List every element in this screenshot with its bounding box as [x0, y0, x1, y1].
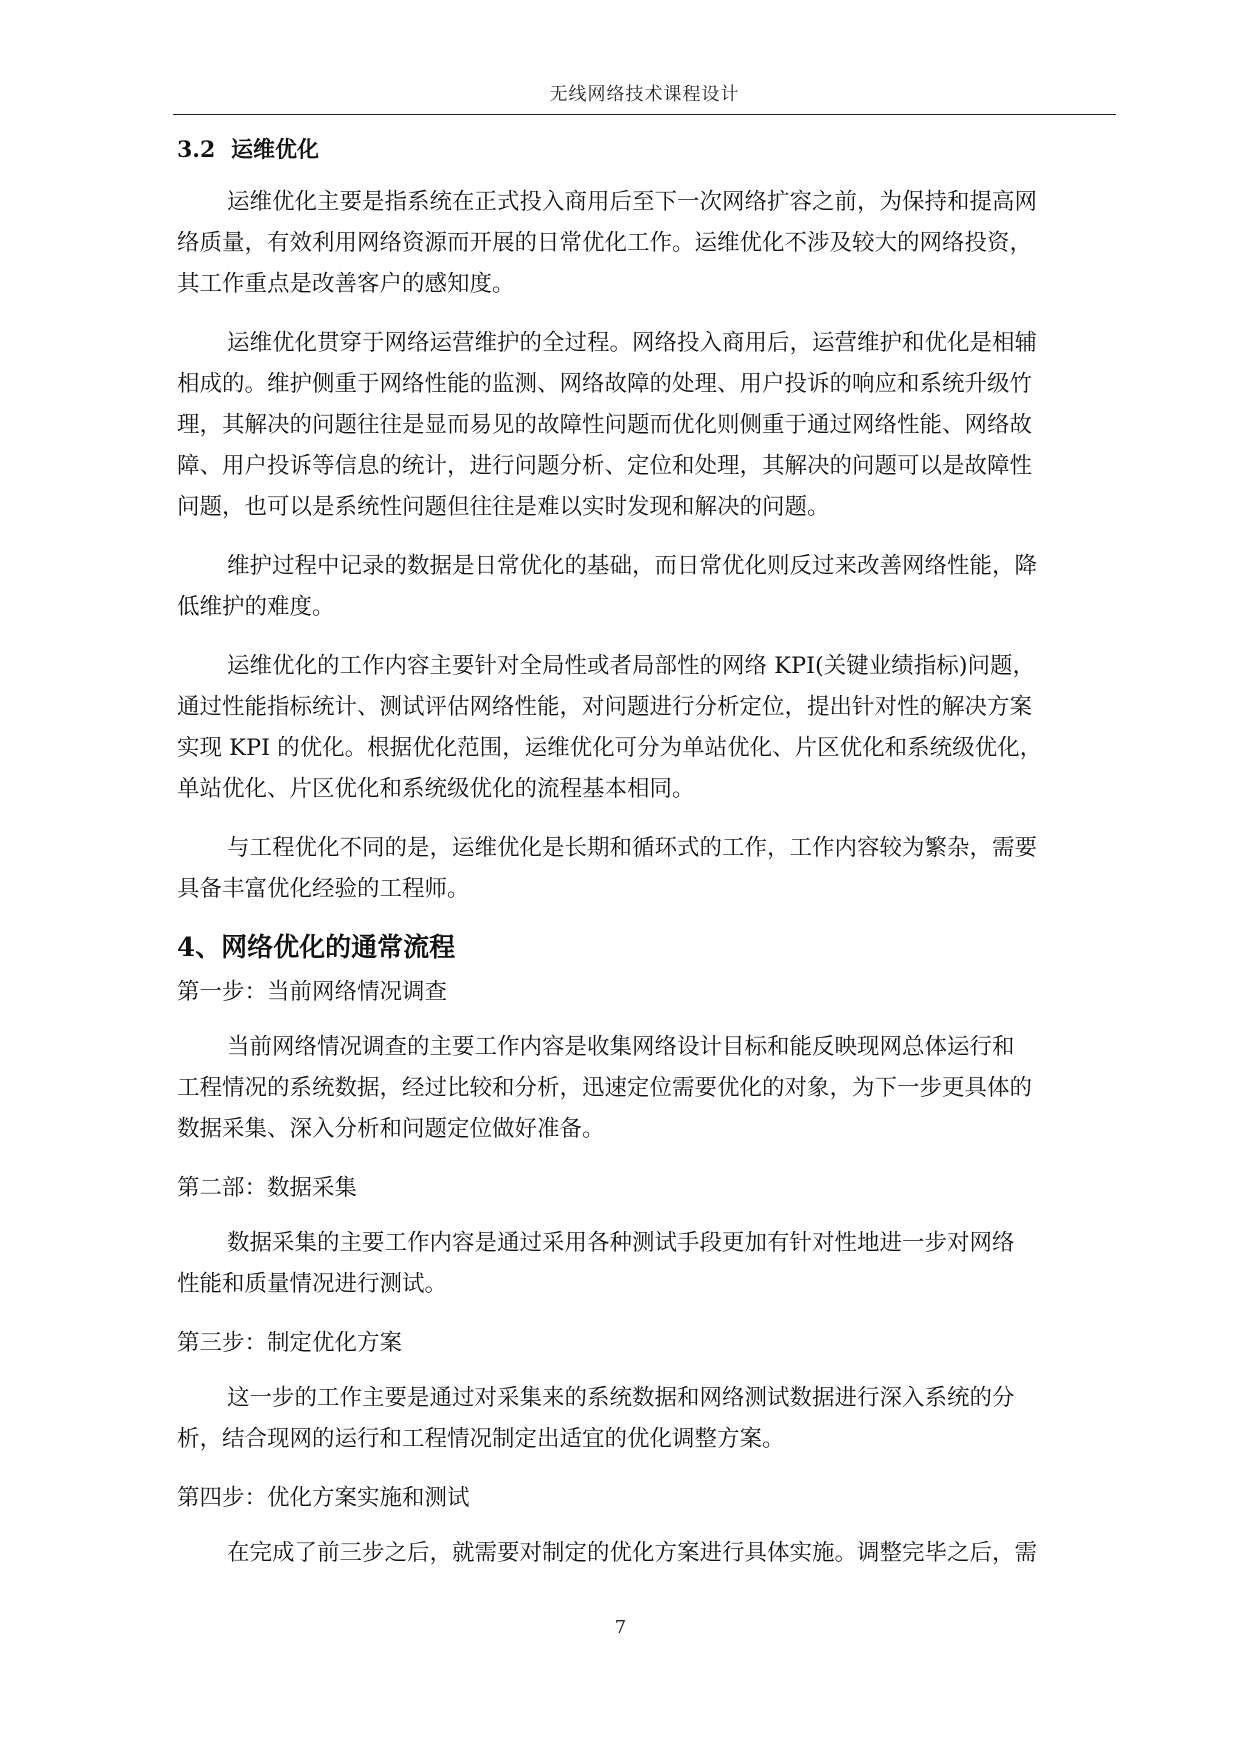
section-number: 3.2 — [177, 137, 216, 163]
paragraph-line: 具备丰富优化经验的工程师。 — [177, 876, 470, 902]
paragraph-line: 实现 KPI 的优化。根据优化范围，运维优化可分为单站优化、片区优化和系统级优化， — [177, 735, 1043, 761]
paragraph-line: 问题，也可以是系统性问题但往往是难以实时发现和解决的问题。 — [177, 494, 830, 520]
paragraph — [177, 323, 1117, 528]
paragraph-line: 在完成了前三步之后，就需要对制定的优化方案进行具体实施。调整完毕之后，需 — [227, 1540, 1038, 1566]
header-rule — [173, 114, 1116, 115]
paragraph-line: 数据采集的主要工作内容是通过采用各种测试手段更加有针对性地进一步对网络 — [227, 1230, 1015, 1256]
paragraph-line: 低维护的难度。 — [177, 594, 335, 620]
paragraph-line: 通过性能指标统计、测试评估网络性能，对问题进行分析定位，提出针对性的解决方案 — [177, 694, 1033, 720]
paragraph-line: 工程情况的系统数据，经过比较和分析，迅速定位需要优化的对象，为下一步更具体的 — [177, 1075, 1033, 1101]
page-content — [177, 130, 1117, 1592]
paragraph — [177, 546, 1117, 628]
step-label: 第三步：制定优化方案 — [177, 1330, 403, 1356]
paragraph-line: 维护过程中记录的数据是日常优化的基础，而日常优化则反过来改善网络性能，降 — [227, 553, 1038, 579]
paragraph-line: 单站优化、片区优化和系统级优化的流程基本相同。 — [177, 776, 695, 802]
paragraph-line: 这一步的工作主要是通过对采集来的系统数据和网络测试数据进行深入系统的分 — [227, 1385, 1015, 1411]
paragraph — [177, 646, 1117, 810]
running-header: 无线网络技术课程设计 — [549, 84, 740, 105]
step-label: 第二部：数据采集 — [177, 1175, 358, 1201]
paragraph — [177, 1533, 1117, 1574]
section-title: 运维优化 — [231, 137, 320, 163]
paragraph-line: 与工程优化不同的是，运维优化是长期和循环式的工作，工作内容较为繁杂，需要 — [227, 835, 1038, 861]
paragraph — [177, 1027, 1117, 1150]
paragraph — [177, 1223, 1117, 1305]
paragraph-line: 络质量，有效利用网络资源而开展的日常优化工作。运维优化不涉及较大的网络投资， — [177, 230, 1033, 256]
paragraph-line: 运维优化的工作内容主要针对全局性或者局部性的网络 KPI(关键业绩指标)问题， — [227, 653, 1036, 679]
paragraph-line: 数据采集、深入分析和问题定位做好准备。 — [177, 1116, 605, 1142]
paragraph-line: 障、用户投诉等信息的统计，进行问题分析、定位和处理，其解决的问题可以是故障性 — [177, 453, 1033, 479]
paragraph-line: 运维优化主要是指系统在正式投入商用后至下一次网络扩容之前，为保持和提高网 — [227, 189, 1038, 215]
paragraph — [177, 182, 1117, 305]
page-number: 7 — [614, 1617, 627, 1638]
step-label: 第一步：当前网络情况调查 — [177, 979, 448, 1005]
paragraph-line: 性能和质量情况进行测试。 — [177, 1271, 448, 1297]
section-3-2-heading — [177, 132, 1117, 168]
step-label: 第四步：优化方案实施和测试 — [177, 1485, 470, 1511]
paragraph-line: 相成的。维护侧重于网络性能的监测、网络故障的处理、用户投诉的响应和系统升级竹 — [177, 371, 1033, 397]
paragraph — [177, 1378, 1117, 1460]
paragraph — [177, 828, 1117, 910]
paragraph-line: 理，其解决的问题往往是显而易见的故障性问题而优化则侧重于通过网络性能、网络故 — [177, 412, 1033, 438]
paragraph-line: 其工作重点是改善客户的感知度。 — [177, 271, 515, 297]
section-4-heading: 4、网络优化的通常流程 — [177, 933, 456, 963]
paragraph-line: 当前网络情况调查的主要工作内容是收集网络设计目标和能反映现网总体运行和 — [227, 1034, 1015, 1060]
paragraph-line: 析，结合现网的运行和工程情况制定出适宜的优化调整方案。 — [177, 1426, 785, 1452]
paragraph-line: 运维优化贯穿于网络运营维护的全过程。网络投入商用后，运营维护和优化是相辅 — [227, 330, 1038, 356]
